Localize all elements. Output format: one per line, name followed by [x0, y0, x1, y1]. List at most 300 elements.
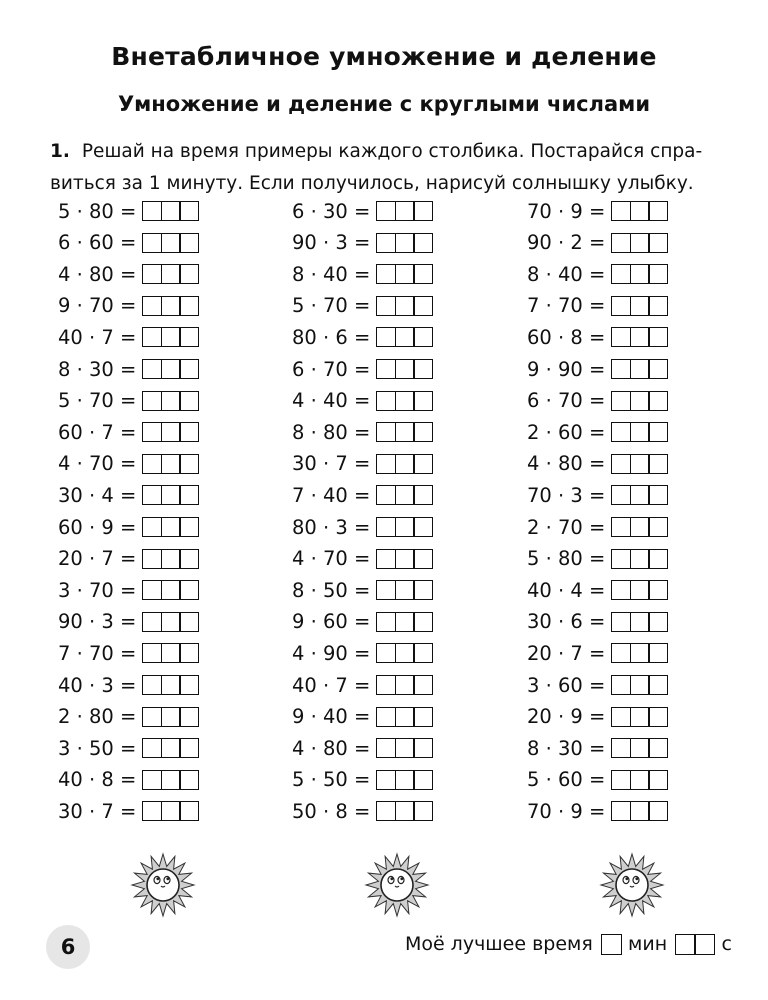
answer-digit-box[interactable]	[161, 612, 181, 632]
example-row	[292, 609, 431, 635]
answer-digit-box[interactable]	[413, 422, 433, 442]
answer-boxes	[376, 517, 431, 537]
answer-digit-box[interactable]	[611, 233, 631, 253]
answer-digit-box[interactable]	[376, 707, 396, 727]
answer-boxes	[142, 675, 197, 695]
example-row	[58, 230, 197, 256]
answer-digit-box[interactable]	[630, 738, 650, 758]
answer-digit-box[interactable]	[142, 327, 162, 347]
answer-digit-box[interactable]	[630, 675, 650, 695]
answer-digit-box[interactable]	[413, 643, 433, 663]
answer-boxes	[611, 264, 666, 284]
example-expression: 4 · 80 =	[292, 736, 371, 760]
answer-digit-box[interactable]	[395, 359, 415, 379]
answer-digit-box[interactable]	[142, 391, 162, 411]
example-row	[527, 577, 666, 603]
answer-digit-box[interactable]	[395, 801, 415, 821]
example-expression: 90 · 2 =	[527, 231, 606, 255]
example-expression: 4 · 70 =	[58, 452, 137, 476]
answer-digit-box[interactable]	[179, 580, 199, 600]
answer-digit-box[interactable]	[630, 201, 650, 221]
answer-digit-box[interactable]	[630, 580, 650, 600]
answer-digit-box[interactable]	[395, 422, 415, 442]
answer-digit-box[interactable]	[376, 454, 396, 474]
answer-digit-box[interactable]	[179, 296, 199, 316]
example-expression: 2 · 60 =	[527, 420, 606, 444]
answer-digit-box[interactable]	[179, 201, 199, 221]
answer-digit-box[interactable]	[179, 485, 199, 505]
example-expression: 20 · 7 =	[527, 641, 606, 665]
answer-digit-box[interactable]	[413, 738, 433, 758]
answer-digit-box[interactable]	[376, 233, 396, 253]
answer-digit-box[interactable]	[630, 801, 650, 821]
answer-digit-box[interactable]	[413, 612, 433, 632]
answer-digit-box[interactable]	[395, 707, 415, 727]
answer-digit-box[interactable]	[161, 801, 181, 821]
answer-boxes	[376, 738, 431, 758]
answer-digit-box[interactable]	[142, 707, 162, 727]
example-expression: 5 · 70 =	[292, 294, 371, 318]
answer-boxes	[376, 327, 431, 347]
example-row	[58, 672, 197, 698]
answer-digit-box[interactable]	[376, 580, 396, 600]
answer-digit-box[interactable]	[413, 770, 433, 790]
seconds-box-tens[interactable]	[675, 934, 696, 955]
answer-digit-box[interactable]	[648, 264, 668, 284]
example-expression: 30 · 7 =	[292, 452, 371, 476]
answer-digit-box[interactable]	[413, 485, 433, 505]
answer-digit-box[interactable]	[142, 264, 162, 284]
answer-digit-box[interactable]	[648, 454, 668, 474]
answer-digit-box[interactable]	[179, 422, 199, 442]
answer-digit-box[interactable]	[142, 485, 162, 505]
example-row	[292, 261, 431, 287]
answer-boxes	[376, 296, 431, 316]
task-text-line-1: Решай на время примеры каждого столбика. Постарайся спра-	[81, 141, 703, 162]
answer-digit-box[interactable]	[630, 233, 650, 253]
answer-digit-box[interactable]	[179, 770, 199, 790]
answer-digit-box[interactable]	[630, 264, 650, 284]
answer-boxes	[611, 517, 666, 537]
answer-digit-box[interactable]	[161, 707, 181, 727]
answer-digit-box[interactable]	[161, 422, 181, 442]
sun-icon[interactable]	[364, 852, 430, 918]
answer-digit-box[interactable]	[648, 707, 668, 727]
example-row	[527, 514, 666, 540]
answer-digit-box[interactable]	[395, 485, 415, 505]
answer-digit-box[interactable]	[413, 549, 433, 569]
answer-digit-box[interactable]	[376, 738, 396, 758]
answer-digit-box[interactable]	[630, 359, 650, 379]
answer-digit-box[interactable]	[630, 327, 650, 347]
answer-digit-box[interactable]	[142, 201, 162, 221]
answer-boxes	[611, 643, 666, 663]
answer-digit-box[interactable]	[630, 612, 650, 632]
answer-boxes	[611, 738, 666, 758]
answer-digit-box[interactable]	[142, 801, 162, 821]
task-text-line-2: виться за 1 минуту. Если получилось, нарисуй солнышку улыбку.	[50, 173, 694, 194]
answer-digit-box[interactable]	[142, 612, 162, 632]
answer-digit-box[interactable]	[413, 359, 433, 379]
answer-digit-box[interactable]	[179, 643, 199, 663]
example-row	[292, 767, 431, 793]
answer-digit-box[interactable]	[376, 675, 396, 695]
example-expression: 8 · 50 =	[292, 578, 371, 602]
example-row	[292, 356, 431, 382]
seconds-box-ones[interactable]	[694, 934, 715, 955]
answer-digit-box[interactable]	[413, 264, 433, 284]
answer-digit-box[interactable]	[161, 485, 181, 505]
answer-digit-box[interactable]	[413, 517, 433, 537]
answer-digit-box[interactable]	[413, 707, 433, 727]
minutes-label: мин	[628, 933, 668, 955]
answer-digit-box[interactable]	[376, 391, 396, 411]
example-expression: 5 · 70 =	[58, 389, 137, 413]
answer-digit-box[interactable]	[648, 801, 668, 821]
answer-digit-box[interactable]	[161, 296, 181, 316]
answer-digit-box[interactable]	[376, 485, 396, 505]
answer-boxes	[376, 707, 431, 727]
example-row	[58, 293, 197, 319]
answer-digit-box[interactable]	[142, 738, 162, 758]
answer-digit-box[interactable]	[630, 643, 650, 663]
answer-digit-box[interactable]	[611, 612, 631, 632]
answer-digit-box[interactable]	[630, 549, 650, 569]
answer-digit-box[interactable]	[376, 770, 396, 790]
answer-digit-box[interactable]	[395, 517, 415, 537]
answer-digit-box[interactable]	[611, 580, 631, 600]
answer-digit-box[interactable]	[611, 327, 631, 347]
answer-boxes	[611, 675, 666, 695]
example-row	[527, 230, 666, 256]
task-instruction	[50, 136, 740, 200]
seconds-label: с	[721, 933, 732, 955]
answer-digit-box[interactable]	[413, 391, 433, 411]
answer-digit-box[interactable]	[630, 454, 650, 474]
answer-digit-box[interactable]	[630, 517, 650, 537]
answer-digit-box[interactable]	[161, 454, 181, 474]
answer-digit-box[interactable]	[179, 675, 199, 695]
example-row	[527, 198, 666, 224]
example-expression: 5 · 50 =	[292, 768, 371, 792]
page-number-badge	[46, 925, 90, 969]
answer-digit-box[interactable]	[142, 770, 162, 790]
answer-boxes	[376, 454, 431, 474]
answer-digit-box[interactable]	[376, 327, 396, 347]
answer-digit-box[interactable]	[413, 454, 433, 474]
answer-digit-box[interactable]	[179, 359, 199, 379]
answer-digit-box[interactable]	[611, 454, 631, 474]
example-row	[58, 419, 197, 445]
answer-digit-box[interactable]	[179, 391, 199, 411]
answer-boxes	[611, 612, 666, 632]
answer-digit-box[interactable]	[179, 233, 199, 253]
page-title: Внетабличное умножение и деление	[111, 42, 657, 71]
answer-digit-box[interactable]	[376, 801, 396, 821]
answer-digit-box[interactable]	[648, 517, 668, 537]
example-row	[292, 704, 431, 730]
answer-digit-box[interactable]	[179, 549, 199, 569]
example-expression: 60 · 9 =	[58, 515, 137, 539]
example-expression: 60 · 8 =	[527, 325, 606, 349]
answer-digit-box[interactable]	[413, 327, 433, 347]
answer-digit-box[interactable]	[611, 485, 631, 505]
answer-digit-box[interactable]	[142, 422, 162, 442]
answer-boxes	[376, 391, 431, 411]
example-expression: 30 · 4 =	[58, 483, 137, 507]
answer-digit-box[interactable]	[179, 707, 199, 727]
answer-digit-box[interactable]	[142, 359, 162, 379]
answer-digit-box[interactable]	[179, 738, 199, 758]
answer-digit-box[interactable]	[611, 296, 631, 316]
answer-digit-box[interactable]	[630, 296, 650, 316]
answer-digit-box[interactable]	[376, 612, 396, 632]
answer-digit-box[interactable]	[376, 296, 396, 316]
page-number: 6	[60, 935, 76, 959]
answer-boxes	[611, 422, 666, 442]
answer-boxes	[376, 643, 431, 663]
example-row	[527, 767, 666, 793]
example-expression: 70 · 9 =	[527, 199, 606, 223]
best-time-label: Моё лучшее время	[404, 933, 593, 955]
answer-digit-box[interactable]	[161, 327, 181, 347]
answer-digit-box[interactable]	[648, 612, 668, 632]
answer-digit-box[interactable]	[395, 580, 415, 600]
answer-digit-box[interactable]	[161, 770, 181, 790]
answer-digit-box[interactable]	[142, 454, 162, 474]
answer-boxes	[142, 738, 197, 758]
answer-digit-box[interactable]	[395, 296, 415, 316]
example-row	[527, 356, 666, 382]
answer-digit-box[interactable]	[395, 675, 415, 695]
answer-boxes	[142, 201, 197, 221]
answer-digit-box[interactable]	[179, 327, 199, 347]
example-row	[292, 324, 431, 350]
answer-digit-box[interactable]	[395, 233, 415, 253]
example-row	[527, 293, 666, 319]
example-row	[58, 798, 197, 824]
answer-digit-box[interactable]	[395, 770, 415, 790]
example-expression: 4 · 40 =	[292, 389, 371, 413]
example-row	[58, 735, 197, 761]
answer-digit-box[interactable]	[142, 517, 162, 537]
answer-digit-box[interactable]	[395, 264, 415, 284]
answer-digit-box[interactable]	[611, 675, 631, 695]
answer-digit-box[interactable]	[142, 675, 162, 695]
example-expression: 5 · 80 =	[58, 199, 137, 223]
answer-digit-box[interactable]	[648, 485, 668, 505]
answer-digit-box[interactable]	[611, 391, 631, 411]
example-expression: 4 · 80 =	[527, 452, 606, 476]
answer-digit-box[interactable]	[161, 580, 181, 600]
example-expression: 7 · 40 =	[292, 483, 371, 507]
answer-digit-box[interactable]	[179, 801, 199, 821]
answer-boxes	[611, 327, 666, 347]
answer-digit-box[interactable]	[179, 454, 199, 474]
answer-digit-box[interactable]	[161, 391, 181, 411]
answer-boxes	[142, 549, 197, 569]
answer-digit-box[interactable]	[611, 264, 631, 284]
example-row	[292, 735, 431, 761]
answer-digit-box[interactable]	[611, 770, 631, 790]
answer-digit-box[interactable]	[611, 359, 631, 379]
answer-digit-box[interactable]	[395, 643, 415, 663]
example-expression: 4 · 90 =	[292, 641, 371, 665]
example-expression: 40 · 4 =	[527, 578, 606, 602]
answer-digit-box[interactable]	[395, 454, 415, 474]
answer-boxes	[376, 612, 431, 632]
answer-boxes	[611, 454, 666, 474]
answer-digit-box[interactable]	[142, 549, 162, 569]
answer-digit-box[interactable]	[376, 517, 396, 537]
answer-digit-box[interactable]	[376, 549, 396, 569]
example-expression: 40 · 7 =	[292, 673, 371, 697]
answer-digit-box[interactable]	[395, 327, 415, 347]
answer-digit-box[interactable]	[648, 738, 668, 758]
example-expression: 6 · 70 =	[527, 389, 606, 413]
answer-digit-box[interactable]	[648, 770, 668, 790]
answer-digit-box[interactable]	[161, 517, 181, 537]
answer-digit-box[interactable]	[179, 612, 199, 632]
answer-digit-box[interactable]	[142, 296, 162, 316]
answer-digit-box[interactable]	[395, 612, 415, 632]
example-row	[292, 514, 431, 540]
answer-digit-box[interactable]	[630, 770, 650, 790]
answer-digit-box[interactable]	[611, 707, 631, 727]
answer-digit-box[interactable]	[648, 549, 668, 569]
task-number: 1.	[50, 141, 70, 162]
example-row	[292, 293, 431, 319]
answer-boxes	[611, 770, 666, 790]
answer-digit-box[interactable]	[648, 643, 668, 663]
answer-boxes	[611, 296, 666, 316]
answer-digit-box[interactable]	[648, 359, 668, 379]
answer-boxes	[142, 580, 197, 600]
answer-digit-box[interactable]	[413, 201, 433, 221]
answer-digit-box[interactable]	[376, 359, 396, 379]
example-row	[58, 198, 197, 224]
answer-digit-box[interactable]	[376, 201, 396, 221]
answer-digit-box[interactable]	[611, 801, 631, 821]
answer-boxes	[142, 770, 197, 790]
answer-digit-box[interactable]	[648, 422, 668, 442]
answer-boxes	[376, 233, 431, 253]
answer-digit-box[interactable]	[648, 233, 668, 253]
example-expression: 7 · 70 =	[58, 641, 137, 665]
answer-digit-box[interactable]	[413, 580, 433, 600]
answer-digit-box[interactable]	[179, 517, 199, 537]
example-expression: 90 · 3 =	[58, 610, 137, 634]
example-expression: 9 · 40 =	[292, 705, 371, 729]
answer-digit-box[interactable]	[648, 201, 668, 221]
example-row	[527, 324, 666, 350]
answer-digit-box[interactable]	[611, 549, 631, 569]
answer-digit-box[interactable]	[142, 233, 162, 253]
answer-digit-box[interactable]	[413, 233, 433, 253]
answer-digit-box[interactable]	[161, 549, 181, 569]
answer-digit-box[interactable]	[395, 738, 415, 758]
sun-icon[interactable]	[599, 852, 665, 918]
answer-digit-box[interactable]	[630, 422, 650, 442]
answer-digit-box[interactable]	[611, 643, 631, 663]
example-row	[527, 482, 666, 508]
answer-boxes	[142, 264, 197, 284]
answer-digit-box[interactable]	[395, 201, 415, 221]
answer-digit-box[interactable]	[630, 391, 650, 411]
answer-digit-box[interactable]	[648, 391, 668, 411]
example-expression: 8 · 30 =	[527, 736, 606, 760]
answer-digit-box[interactable]	[161, 675, 181, 695]
example-row	[58, 514, 197, 540]
example-row	[58, 482, 197, 508]
answer-digit-box[interactable]	[611, 201, 631, 221]
example-row	[292, 198, 431, 224]
answer-digit-box[interactable]	[648, 296, 668, 316]
example-expression: 3 · 60 =	[527, 673, 606, 697]
example-row	[58, 356, 197, 382]
example-expression: 50 · 8 =	[292, 799, 371, 823]
answer-digit-box[interactable]	[161, 359, 181, 379]
answer-boxes	[611, 801, 666, 821]
example-row	[527, 704, 666, 730]
answer-digit-box[interactable]	[142, 580, 162, 600]
minutes-box[interactable]	[601, 934, 622, 955]
answer-digit-box[interactable]	[395, 391, 415, 411]
example-row	[527, 546, 666, 572]
example-expression: 6 · 30 =	[292, 199, 371, 223]
answer-digit-box[interactable]	[376, 643, 396, 663]
answer-boxes	[142, 454, 197, 474]
answer-digit-box[interactable]	[413, 296, 433, 316]
answer-digit-box[interactable]	[648, 327, 668, 347]
answer-digit-box[interactable]	[395, 549, 415, 569]
answer-digit-box[interactable]	[161, 233, 181, 253]
example-row	[527, 735, 666, 761]
answer-digit-box[interactable]	[179, 264, 199, 284]
answer-digit-box[interactable]	[611, 738, 631, 758]
sun-icon[interactable]	[130, 852, 196, 918]
answer-digit-box[interactable]	[630, 707, 650, 727]
answer-boxes	[142, 801, 197, 821]
answer-digit-box[interactable]	[161, 643, 181, 663]
example-row	[58, 451, 197, 477]
answer-boxes	[376, 801, 431, 821]
example-row	[58, 767, 197, 793]
answer-digit-box[interactable]	[611, 517, 631, 537]
answer-digit-box[interactable]	[376, 264, 396, 284]
example-expression: 8 · 80 =	[292, 420, 371, 444]
example-expression: 9 · 90 =	[527, 357, 606, 381]
example-row	[58, 261, 197, 287]
answer-digit-box[interactable]	[161, 201, 181, 221]
answer-digit-box[interactable]	[630, 485, 650, 505]
example-expression: 80 · 3 =	[292, 515, 371, 539]
answer-digit-box[interactable]	[161, 264, 181, 284]
answer-digit-box[interactable]	[142, 643, 162, 663]
answer-digit-box[interactable]	[648, 580, 668, 600]
answer-digit-box[interactable]	[611, 422, 631, 442]
example-expression: 40 · 7 =	[58, 325, 137, 349]
answer-digit-box[interactable]	[413, 801, 433, 821]
answer-digit-box[interactable]	[161, 738, 181, 758]
example-expression: 2 · 70 =	[527, 515, 606, 539]
answer-boxes	[376, 264, 431, 284]
example-row	[292, 577, 431, 603]
answer-digit-box[interactable]	[376, 422, 396, 442]
answer-digit-box[interactable]	[648, 675, 668, 695]
answer-digit-box[interactable]	[413, 675, 433, 695]
example-expression: 80 · 6 =	[292, 325, 371, 349]
